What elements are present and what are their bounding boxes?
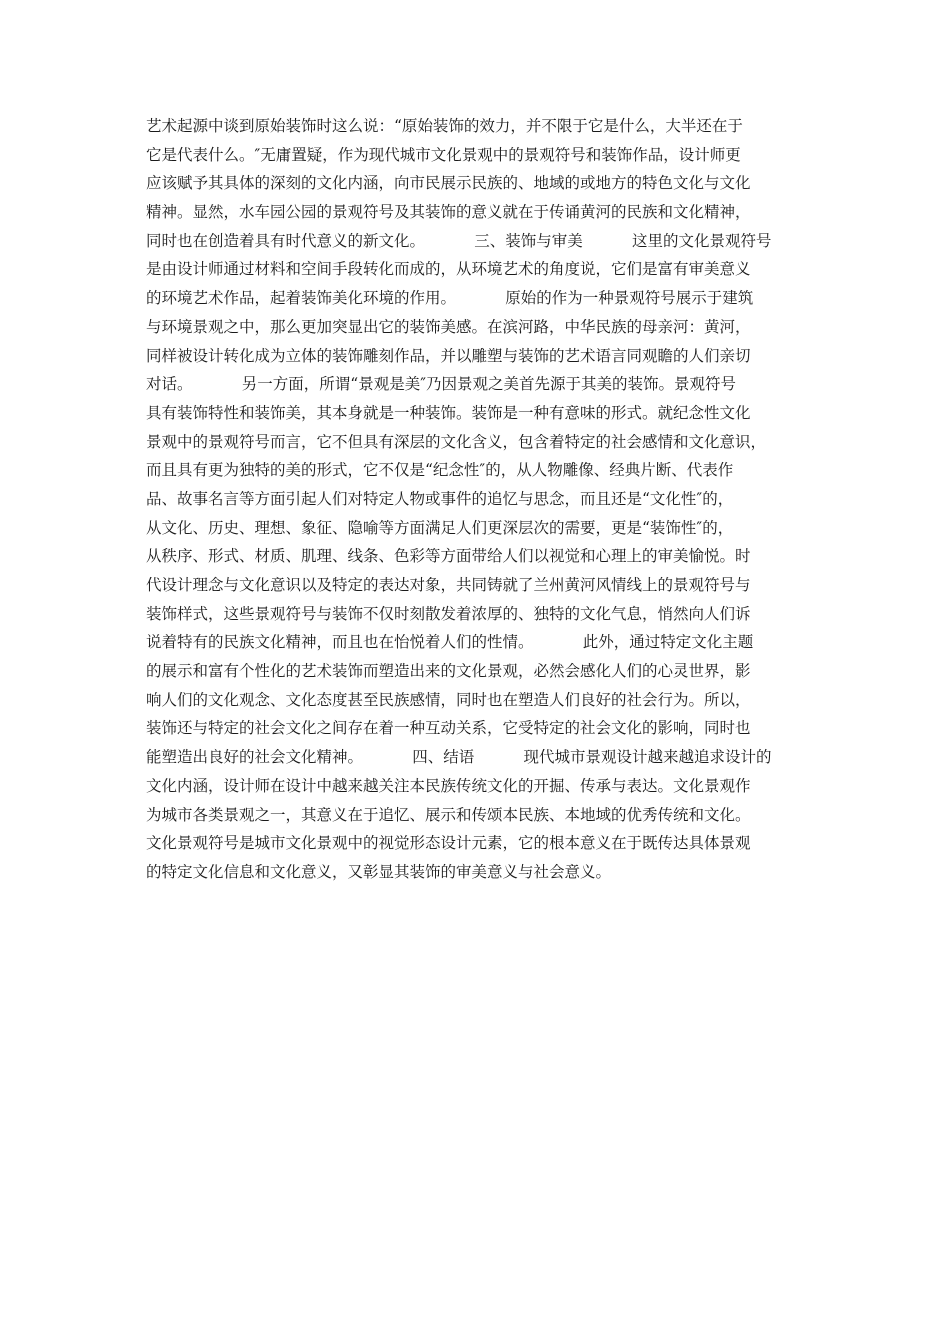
body-text xyxy=(146,112,806,887)
text-line: 的环境艺术作品，起着装饰美化环境的作用。 原始的作为一种景观符号展示于建筑 xyxy=(146,289,754,308)
text-line: 说着特有的民族文化精神，而且也在怡悦着人们的性情。 此外，通过特定文化主题 xyxy=(146,633,754,652)
text-line: 具有装饰特性和装饰美，其本身就是一种装饰。装饰是一种有意味的形式。就纪念性文化 xyxy=(146,403,751,422)
text-line: 代设计理念与文化意识以及特定的表达对象，共同铸就了兰州黄河风情线上的景观符号与 xyxy=(146,576,751,594)
text-line: 从秩序、形式、材质、肌理、线条、色彩等方面带给人们以视觉和心理上的审美愉悦。时 xyxy=(146,547,751,566)
text-line: 是由设计师通过材料和空间手段转化而成的，从环境艺术的角度说，它们是富有审美意义 xyxy=(146,260,751,279)
text-line: 应该赋予其具体的深刻的文化内涵，向市民展示民族的、地域的或地方的特色文化与文化 xyxy=(146,174,751,193)
text-line: 从文化、历史、理想、象征、隐喻等方面满足人们更深层次的需要，更是“装饰性″的， xyxy=(146,518,734,537)
text-line: 同时也在创造着具有时代意义的新文化。 三、装饰与审美 这里的文化景观符号 xyxy=(146,231,772,250)
text-line: 与环境景观之中，那么更加突显出它的装饰美感。在滨河路，中华民族的母亲河：黄河， xyxy=(146,317,751,336)
text-line: 景观中的景观符号而言，它不但具有深层的文化含义，包含着特定的社会感情和文化意识， xyxy=(146,432,767,451)
text-line: 对话。 另一方面，所谓“景观是美″乃因景观之美首先源于其美的装饰。景观符号 xyxy=(146,375,736,394)
text-line: 装饰还与特定的社会文化之间存在着一种互动关系，它受特定的社会文化的影响，同时也 xyxy=(146,719,751,738)
text-line: 响人们的文化观念、文化态度甚至民族感情，同时也在塑造人们良好的社会行为。所以， xyxy=(146,690,751,709)
text-line: 文化景观符号是城市文化景观中的视觉形态设计元素，它的根本意义在于既传达具体景观 xyxy=(146,834,751,853)
text-line: 的特定文化信息和文化意义，又彰显其装饰的审美意义与社会意义。 xyxy=(146,862,612,881)
text-line: 装饰样式，这些景观符号与装饰不仅时刻散发着浓厚的、独特的文化气息，悄然向人们诉 xyxy=(146,604,751,623)
text-line: 为城市各类景观之一，其意义在于追忆、展示和传颂本民族、本地域的优秀传统和文化。 xyxy=(146,805,751,824)
text-line: 而且具有更为独特的美的形式，它不仅是“纪念性″的，从人物雕像、经典片断、代表作 xyxy=(146,461,734,480)
text-line: 它是代表什么。″无庸置疑，作为现代城市文化景观中的景观符号和装饰作品，设计师更 xyxy=(146,145,741,164)
text-line: 文化内涵，设计师在设计中越来越关注本民族传统文化的开掘、传承与表达。文化景观作 xyxy=(146,776,751,795)
text-line: 精神。显然，水车园公园的景观符号及其装饰的意义就在于传诵黄河的民族和文化精神， xyxy=(146,203,751,222)
text-line: 艺术起源中谈到原始装饰时这么说：“原始装饰的效力，并不限于它是什么，大半还在于 xyxy=(146,117,743,135)
text-line: 同样被设计转化成为立体的装饰雕刻作品，并以雕塑与装饰的艺术语言同观瞻的人们亲切 xyxy=(146,346,751,365)
text-line: 的展示和富有个性化的艺术装饰而塑造出来的文化景观，必然会感化人们的心灵世界，影 xyxy=(146,662,751,681)
text-line: 品、故事名言等方面引起人们对特定人物或事件的追忆与思念，而且还是“文化性″的， xyxy=(146,489,734,508)
text-line: 能塑造出良好的社会文化精神。 四、结语 现代城市景观设计越来越追求设计的 xyxy=(146,748,772,767)
